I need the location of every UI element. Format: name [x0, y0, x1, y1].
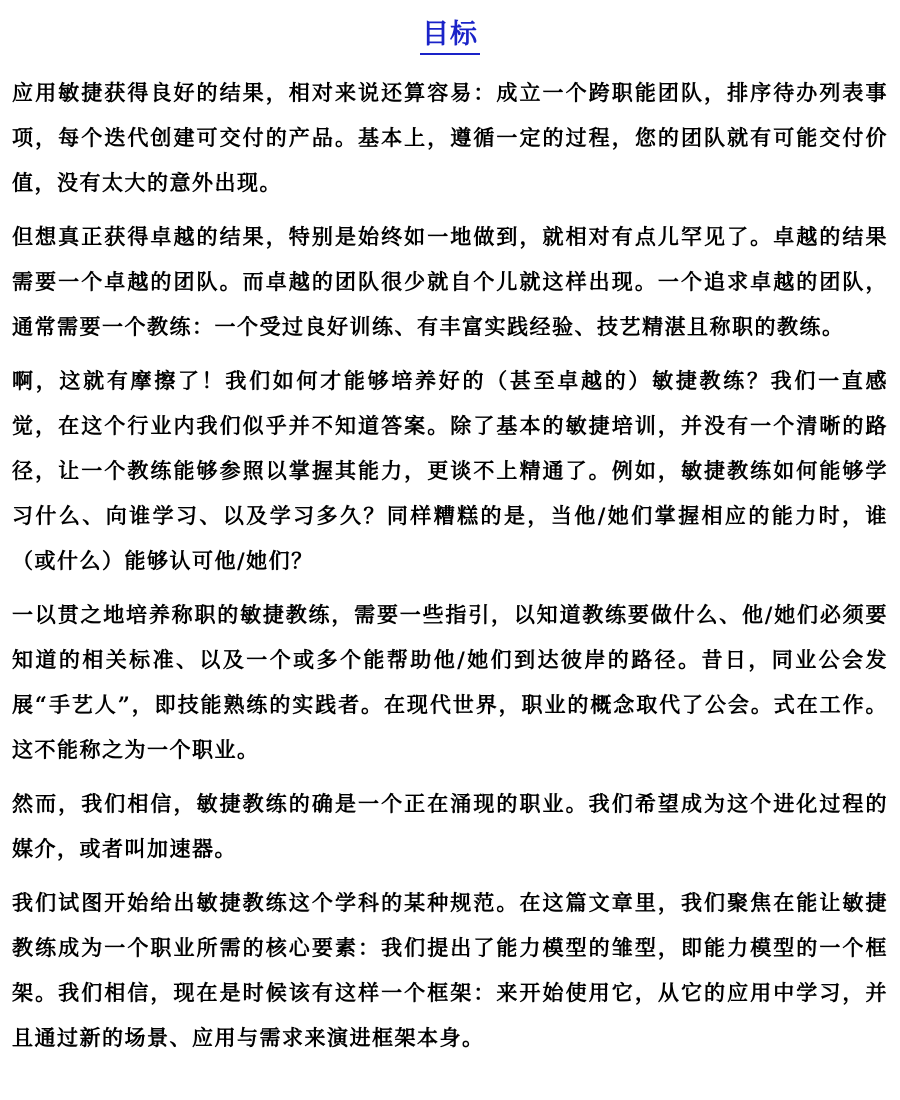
paragraph-6: 我们试图开始给出敏捷教练这个学科的某种规范。在这篇文章里，我们聚焦在能让敏捷教练成为一个职业所需的核心要素：我们提出了能力模型的雏型，即能力模型的一个框架。我们相信，现在是时候该有这样一个框架：来开始使用它，从它的应用中学习，并且通过新的场景、应用与需求来演进框架本身。	[12, 890, 888, 1050]
paragraph-2: 但想真正获得卓越的结果，特别是始终如一地做到，就相对有点儿罕见了。卓越的结果需要一个卓越的团队。而卓越的团队很少就自个儿就这样出现。一个追求卓越的团队，通常需要一个教练：一个受过良好训练、有丰富实践经验、技艺精湛且称职的教练。	[12, 224, 888, 339]
paragraph-5: 然而，我们相信，敏捷教练的确是一个正在涌现的职业。我们希望成为这个进化过程的媒介，或者叫加速器。	[12, 791, 888, 861]
document-title: 目标	[420, 18, 480, 55]
paragraph-4: 一以贯之地培养称职的敏捷教练，需要一些指引，以知道教练要做什么、他/她们必须要知道的相关标准、以及一个或多个能帮助他/她们到达彼岸的路径。昔日，同业公会发展“手艺人”，即技能熟练的实践者。在现代世界，职业的概念取代了公会。式在工作。这不能称之为一个职业。	[12, 602, 888, 762]
title-container	[12, 18, 888, 58]
paragraph-1: 应用敏捷获得良好的结果，相对来说还算容易：成立一个跨职能团队，排序待办列表事项，每个迭代创建可交付的产品。基本上，遵循一定的过程，您的团队就有可能交付价值，没有太大的意外出现。	[12, 80, 888, 195]
paragraph-3: 啊，这就有摩擦了！我们如何才能够培养好的（甚至卓越的）敏捷教练？我们一直感觉，在这个行业内我们似乎并不知道答案。除了基本的敏捷培训，并没有一个清晰的路径，让一个教练能够参照以掌握其能力，更谈不上精通了。例如，敏捷教练如何能够学习什么、向谁学习、以及学习多久？同样糟糕的是，当他/她们掌握相应的能力时，谁（或什么）能够认可他/她们？	[12, 368, 888, 573]
